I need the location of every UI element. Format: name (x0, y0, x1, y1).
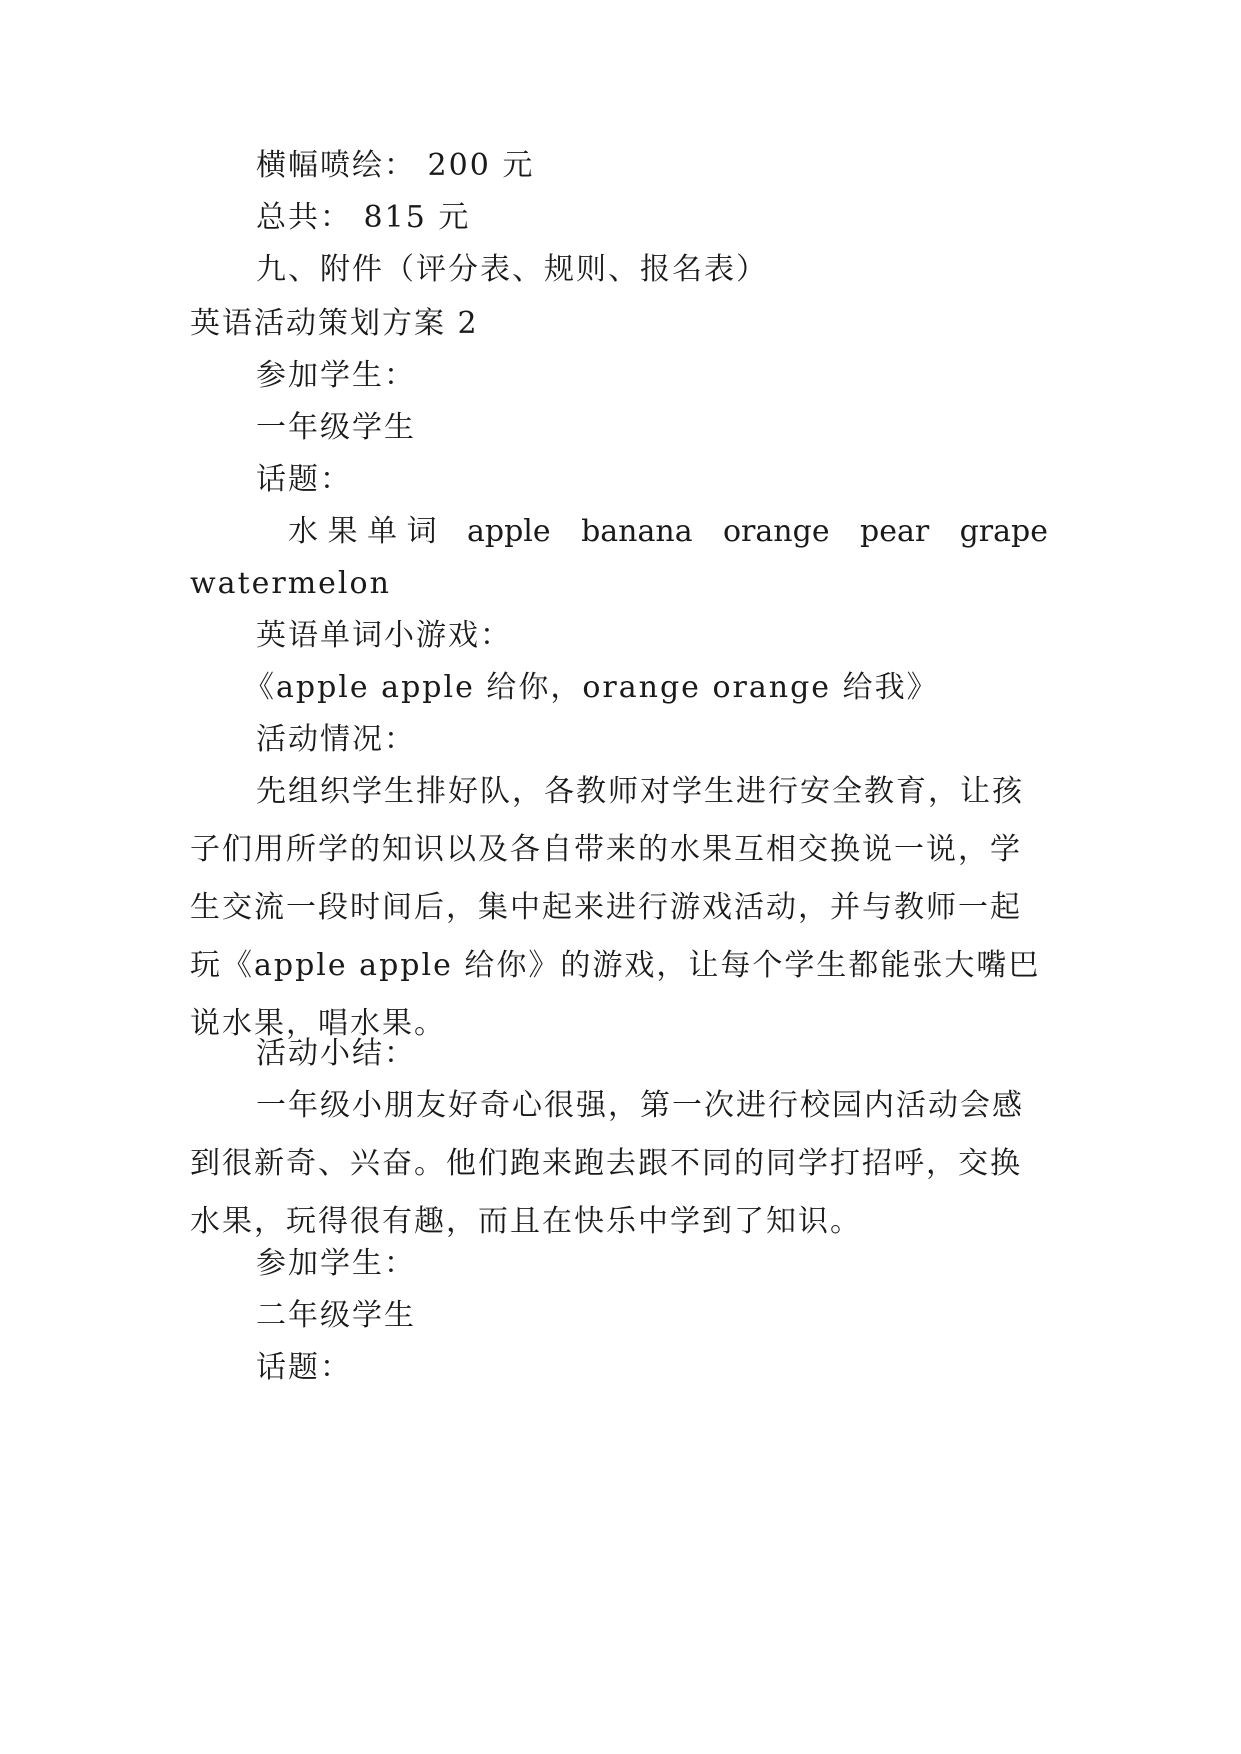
topic-words-continued: watermelon (190, 566, 391, 601)
topic-word: grape (959, 514, 1048, 549)
topic-label: 话题： (256, 462, 352, 497)
total-cost-line: 总共： 815 元 (256, 200, 471, 235)
participants-label: 参加学生： (256, 358, 416, 393)
appendix-line: 九、附件（评分表、规则、报名表） (256, 252, 768, 287)
topic-word: orange (723, 514, 830, 549)
banner-cost-line: 横幅喷绘： 200 元 (256, 148, 535, 183)
activity-paragraph: 先组织学生排好队，各教师对学生进行安全教育，让孩子们用所学的知识以及各自带来的水果互相交换说一说，学生交流一段时间后，集中起来进行游戏活动，并与教师一起玩《apple apple 给你》的游戏，让每个学生都能张大嘴巴说水果，唱水果。 (190, 774, 1041, 1041)
summary-paragraph: 一年级小朋友好奇心很强，第一次进行校园内活动会感到很新奇、兴奋。他们跑来跑去跟不同的同学打招呼，交换水果，玩得很有趣，而且在快乐中学到了知识。 (190, 1088, 1024, 1239)
activity-label: 活动情况： (256, 722, 416, 757)
topic-word: banana (581, 514, 693, 549)
topic-label: 话题： (256, 1350, 352, 1385)
participants-value: 二年级学生 (256, 1298, 416, 1333)
topic-word: pear (859, 514, 930, 549)
participants-value: 一年级学生 (256, 410, 416, 445)
participants-label: 参加学生： (256, 1246, 416, 1281)
game-label: 英语单词小游戏： (256, 618, 512, 653)
game-name: 《apple apple 给你，orange orange 给我》 (244, 670, 939, 705)
topic-words-line (288, 512, 1048, 552)
topic-word: apple (467, 514, 551, 549)
section-heading: 英语活动策划方案 2 (190, 306, 479, 341)
topic-word: 水 果 单 词 (288, 514, 437, 549)
summary-label: 活动小结： (256, 1036, 416, 1071)
